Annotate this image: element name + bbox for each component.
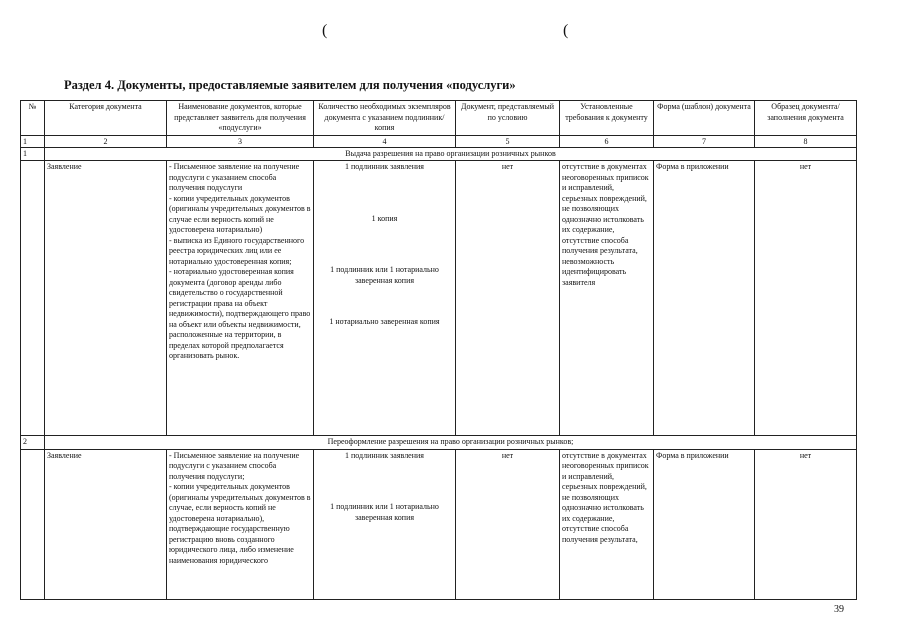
quantity-item: 1 подлинник или 1 нотариально заверенная копия: [330, 265, 439, 285]
header-cell: Документ, представляемый по условию: [456, 101, 560, 136]
column-number: 2: [45, 135, 167, 147]
sample-cell: нет: [755, 161, 857, 436]
header-row: [21, 101, 857, 136]
conditional-cell: нет: [456, 161, 560, 436]
documents-text: - Письменное заявление на получение подуслуги с указанием способа получения подуслуги; - копии учредительных документов (оригиналы учредительных документов в случае, если верность копий не удостоверена нотариально), подтверждающие государственную регистрацию вновь созданного юридического лица, либо изменение наименования юридического: [169, 450, 311, 565]
conditional-cell: нет: [456, 449, 560, 599]
column-number: 5: [456, 135, 560, 147]
row-number-cell: [21, 161, 45, 436]
documents-table: [20, 100, 857, 600]
table-row: [21, 449, 857, 599]
quantity-item: 1 подлинник заявления: [345, 162, 424, 171]
header-cell: №: [21, 101, 45, 136]
column-number: 3: [167, 135, 314, 147]
requirements-cell: отсутствие в документах неоговоренных приписок и исправлений, серьезных повреждений, не позволяющих однозначно истолковать их содержание, отсутствие способа получения результата, невозможность идентифицировать заявителя: [560, 161, 654, 436]
table-row: [21, 161, 857, 436]
quantity-cell: [314, 449, 456, 599]
quantity-cell: [314, 161, 456, 436]
section-heading: Переоформление разрешения на право организации розничных рынков;: [45, 436, 857, 450]
quantity-item: 1 нотариально заверенная копия: [329, 317, 440, 326]
quantity-item: 1 копия: [371, 213, 398, 223]
header-cell: Наименование документов, которые представляет заявитель для получения «подуслуги»: [167, 101, 314, 136]
column-number-row: [21, 135, 857, 147]
section-row: [21, 147, 857, 161]
top-mark-left: (: [322, 22, 328, 39]
quantity-item: 1 подлинник или 1 нотариально заверенная копия: [330, 502, 439, 522]
documents-text: - Письменное заявление на получение подуслуги с указанием способа получения подуслуги - копии учредительных документов (оригиналы учредительных документов в случае если верность копий не удостоверена нотариально) - выписка из Единого государственного реестра юридических лиц или ее нотариально удостоверенная копия; - нотариально удостоверенная копия документа (договор аренды либо свидетельство о государственной регистрации права на объект недвижимости), подтверждающего право на объект или объекты недвижимости, расположенные на территории, в пределах которой предполагается организовать рынок.: [169, 162, 311, 360]
documents-cell: [167, 161, 314, 436]
sample-cell: нет: [755, 449, 857, 599]
row-number-cell: [21, 449, 45, 599]
column-number: 8: [755, 135, 857, 147]
header-cell: Категория документа: [45, 101, 167, 136]
category-cell: Заявление: [45, 161, 167, 436]
requirements-cell: отсутствие в документах неоговоренных приписок и исправлений, серьезных повреждений, не позволяющих однозначно истолковать их содержание, отсутствие способа получения результата,: [560, 449, 654, 599]
quantity-item: 1 подлинник заявления: [345, 450, 424, 460]
section-title: Раздел 4. Документы, предоставляемые заявителем для получения «подуслуги»: [64, 78, 516, 92]
column-number: 4: [314, 135, 456, 147]
section-heading: Выдача разрешения на право организации розничных рынков: [45, 147, 857, 161]
section-number: 2: [21, 436, 45, 450]
column-number: 7: [654, 135, 755, 147]
documents-cell: [167, 449, 314, 599]
header-cell: Образец документа/заполнения документа: [755, 101, 857, 136]
form-cell: Форма в приложении: [654, 161, 755, 436]
column-number: 1: [21, 135, 45, 147]
form-cell: Форма в приложении: [654, 449, 755, 599]
section-number: 1: [21, 147, 45, 161]
section-row: [21, 436, 857, 450]
page-number: 39: [834, 604, 844, 615]
column-number: 6: [560, 135, 654, 147]
header-cell: Количество необходимых экземпляров документа с указанием подлинник/копия: [314, 101, 456, 136]
header-cell: Форма (шаблон) документа: [654, 101, 755, 136]
category-cell: Заявление: [45, 449, 167, 599]
header-cell: Установленные требования к документу: [560, 101, 654, 136]
top-mark-right: (: [563, 22, 569, 39]
